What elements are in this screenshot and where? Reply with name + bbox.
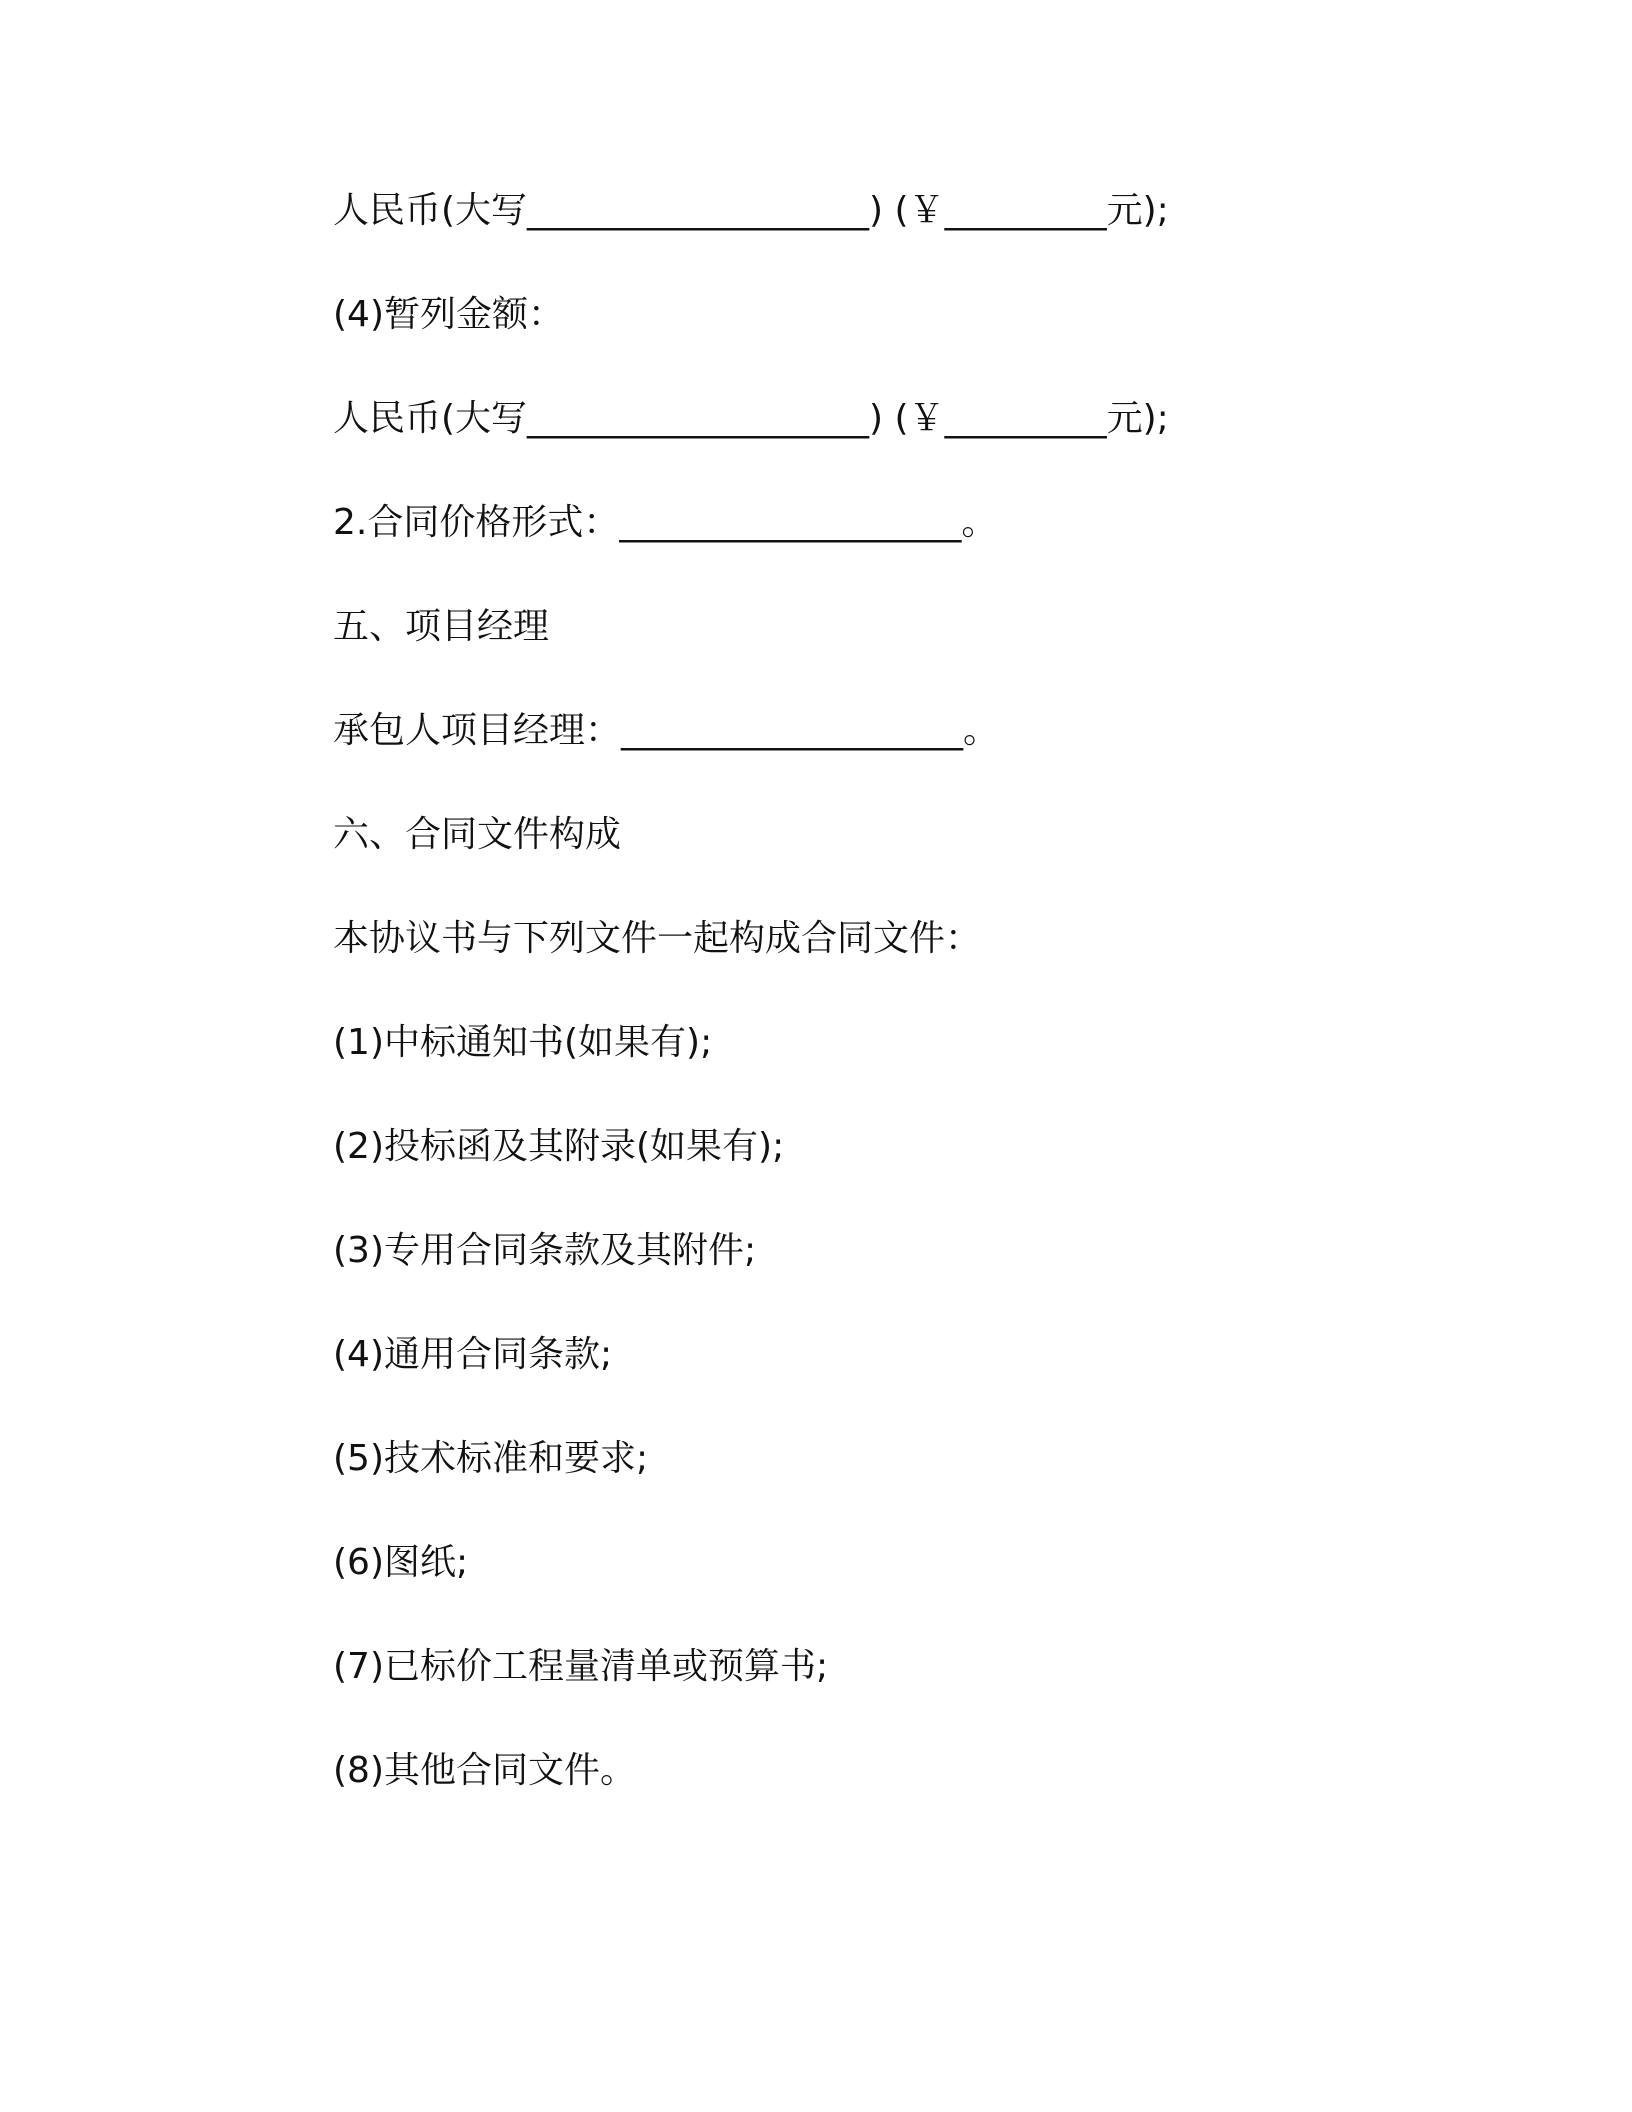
contract-price-amount-line: 人民币(大写___________________) (￥_________元); (333, 190, 1169, 231)
section-heading-contract-documents: 六、合同文件构成 (333, 814, 622, 855)
provisional-sum-amount-line: 人民币(大写___________________) (￥_________元); (333, 398, 1169, 439)
contract-price-form-line: 2.合同价格形式：___________________。 (333, 502, 998, 543)
list-item: (8)其他合同文件。 (333, 1750, 636, 1791)
contract-documents-intro: 本协议书与下列文件一起构成合同文件： (333, 918, 982, 959)
list-item: (1)中标通知书(如果有); (333, 1022, 713, 1063)
document-body (333, 185, 1333, 1849)
list-item: (4)通用合同条款; (333, 1334, 613, 1375)
section-heading-project-manager: 五、项目经理 (333, 606, 550, 647)
provisional-sum-heading: (4)暂列金额： (333, 294, 564, 335)
contractor-project-manager-line: 承包人项目经理：___________________。 (333, 710, 1000, 751)
list-item: (2)投标函及其附录(如果有); (333, 1126, 785, 1167)
list-item: (3)专用合同条款及其附件; (333, 1230, 757, 1271)
list-item: (6)图纸; (333, 1542, 469, 1583)
list-item: (5)技术标准和要求; (333, 1438, 649, 1479)
list-item: (7)已标价工程量清单或预算书; (333, 1646, 829, 1687)
